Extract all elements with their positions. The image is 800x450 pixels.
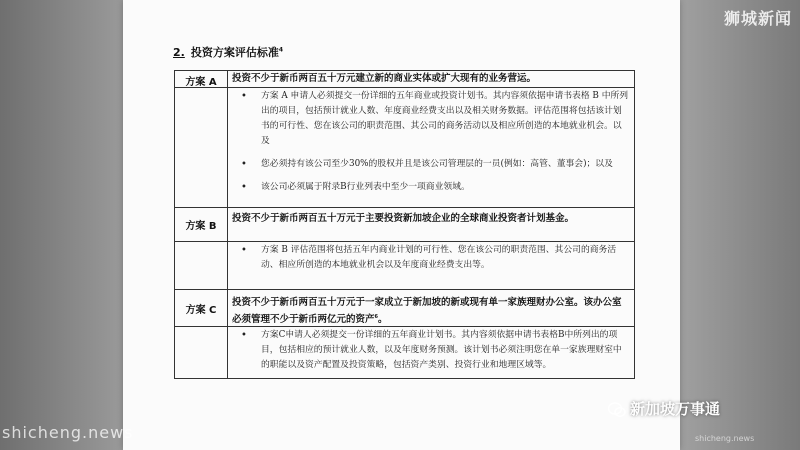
background-right — [680, 0, 800, 450]
row-b-header-divider — [175, 241, 634, 242]
plan-c-footnote: 6 — [374, 314, 378, 320]
plan-b-label: 方案 B — [185, 221, 217, 232]
heading-footnote: 4 — [278, 46, 284, 54]
column-divider — [227, 71, 228, 378]
plan-c-label: 方案 C — [185, 305, 217, 316]
document-page — [123, 0, 680, 450]
plans-table — [174, 70, 635, 379]
watermark-top-right: 狮城新闻 — [723, 9, 792, 28]
section-title: 投资方案评估标准 — [190, 46, 279, 59]
row-a-header-divider — [175, 87, 634, 88]
plan-c-description-end: 。 — [378, 314, 388, 326]
list-item: • 该公司必须属于附录B行业列表中至少一项商业领域。 — [239, 180, 629, 195]
plan-c-description-text: 投资不少于新币两百五十万元于一家成立于新加坡的新或现有单一家族理财办公室。该办公室必须管理不少于新币两亿元的资产 — [232, 297, 622, 326]
row-a-bottom-border — [175, 207, 634, 208]
watermark-bottom-right: shicheng.news — [695, 434, 755, 443]
plan-a-description: 投资不少于新币两百五十万元建立新的商业实体或扩大现有的业务营运。 — [232, 73, 537, 84]
plan-a-bullets — [239, 89, 629, 203]
plan-c-description — [232, 296, 629, 327]
list-item: • 方案C申请人必须提交一份详细的五年商业计划书。其内容须依据申请书表格B中所列出的项目，包括相应的预计就业人数，以及年度财务预测。该计划书必须注明您在单一家族理财室中的职能以及资产配置及投资策略，包括资产类别、投资行业和地理区域等。 — [239, 328, 629, 373]
list-item: • 您必须持有该公司至少30%的股权并且是该公司管理层的一员(例如：高管、董事会)；以及 — [239, 157, 629, 172]
section-heading — [173, 44, 283, 60]
row-b-bottom-border — [175, 289, 634, 290]
background-left — [0, 0, 123, 450]
plan-b-description: 投资不少于新币两百五十万元于主要投资新加坡企业的全球商业投资者计划基金。 — [232, 213, 575, 224]
watermark-bottom-left: shicheng.news — [2, 423, 134, 442]
plan-c-bullets — [239, 328, 629, 381]
logo-text: 新加坡万事通 — [630, 400, 721, 418]
plan-b-bullets — [239, 243, 629, 281]
list-item: • 方案 A 申请人必须提交一份详细的五年商业或投资计划书。其内容须依据申请书表格 B 中所列出的项目，包括预计就业人数、年度商业经费支出以及相关财务数据。评估范围将包括该计划书的可行性、您在该公司的职责范围、其公司的商务活动以及相应所创造的本地就业机会。以及 — [239, 89, 629, 149]
list-item: • 方案 B 评估范围将包括五年内商业计划的可行性、您在该公司的职责范围、其公司的商务活动、相应所创造的本地就业机会以及年度商业经费支出等。 — [239, 243, 629, 273]
plan-a-label: 方案 A — [185, 77, 217, 88]
wechat-icon — [608, 402, 626, 418]
wechat-logo-watermark — [608, 398, 720, 419]
section-number: 2. — [173, 46, 185, 59]
